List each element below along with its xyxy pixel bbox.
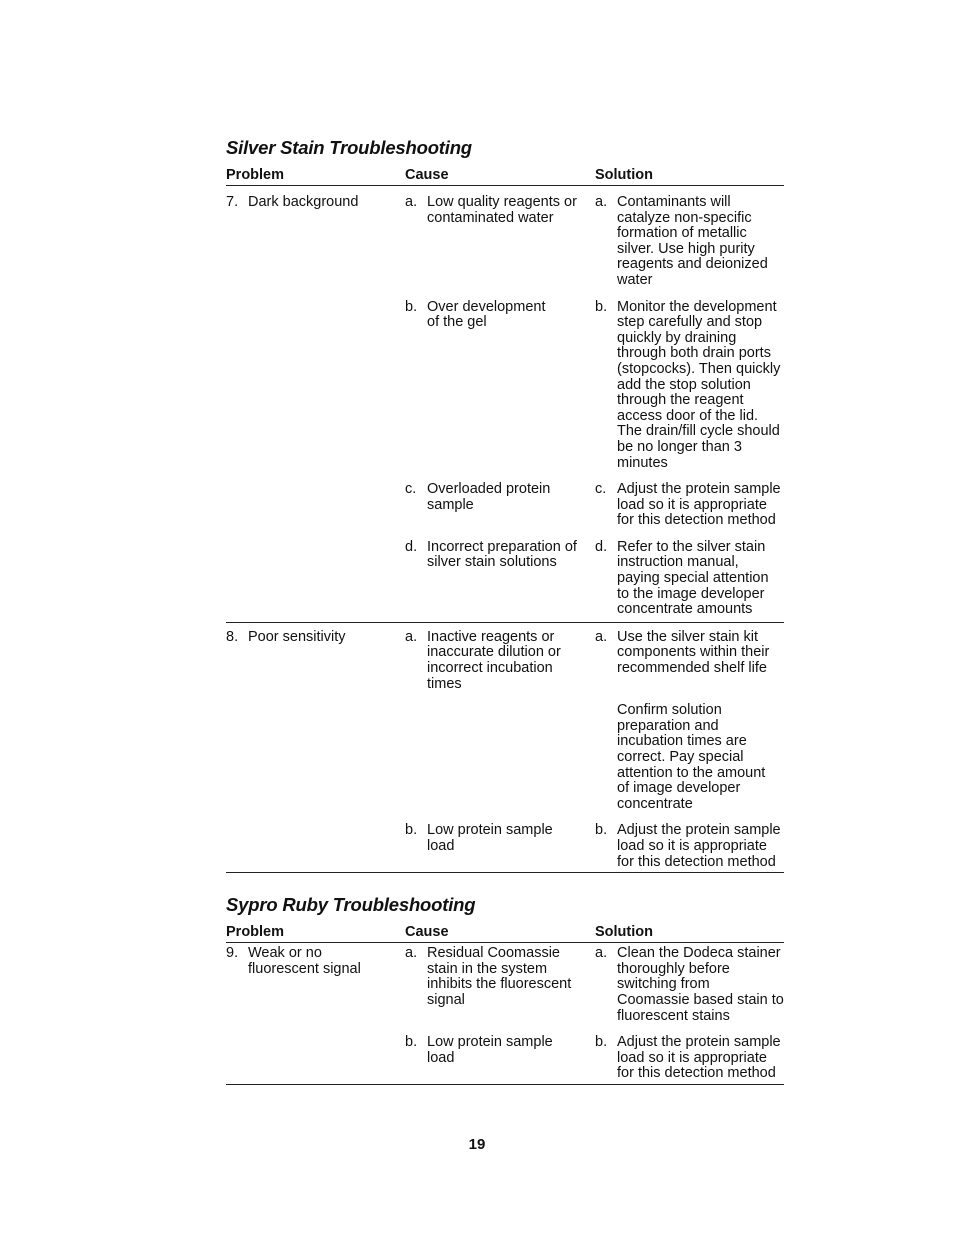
solution-text: Use the silver stain kit components within their recommended shelf life xyxy=(617,628,770,677)
problem-text: Dark background xyxy=(248,194,359,210)
solution-cell xyxy=(595,630,784,692)
cause-cell xyxy=(405,1035,595,1082)
problem-text: Poor sensitivity xyxy=(248,628,346,645)
cause-label: b. xyxy=(405,1034,418,1051)
header-problem: Problem xyxy=(226,167,285,183)
sypro-ruby-section xyxy=(226,894,784,1085)
header-solution: Solution xyxy=(595,167,653,183)
solution-label xyxy=(595,703,617,812)
problem-group xyxy=(226,186,784,623)
table-row xyxy=(226,195,784,289)
cause-cell xyxy=(405,300,595,472)
solution-cell xyxy=(595,300,784,472)
table-row xyxy=(226,823,784,870)
cause-cell xyxy=(405,540,595,618)
problem-group xyxy=(226,623,784,873)
solution-text: Confirm solution preparation and incubation times are correct. Pay special attention to the amount of image developer concentrate xyxy=(617,702,766,812)
solution-cell xyxy=(595,482,784,529)
table-row xyxy=(226,946,784,1024)
cause-text: Residual Coomassie stain in the system inhibits the fluorescent signal xyxy=(427,945,572,1008)
solution-label: b. xyxy=(595,822,608,839)
problem-group xyxy=(226,943,784,1085)
table-row xyxy=(226,630,784,692)
cause-label xyxy=(405,703,427,812)
cause-text: Low protein sample load xyxy=(427,1034,553,1066)
cause-label: a. xyxy=(405,194,418,210)
cause-cell xyxy=(405,946,595,1024)
solution-cell xyxy=(595,540,784,618)
cause-text: Low protein sample load xyxy=(427,822,553,854)
solution-text: Adjust the protein sample load so it is appropriate for this detection method xyxy=(617,1034,781,1082)
solution-cell xyxy=(595,703,784,812)
solution-text: Adjust the protein sample load so it is appropriate for this detection method xyxy=(617,822,781,870)
cause-label: b. xyxy=(405,822,418,839)
header-cause: Cause xyxy=(405,167,449,183)
solution-text: Monitor the development step carefully and stop quickly by draining through both drain ports (stopcocks). Then quickly add the stop solution through the reagent access door of the lid. The drain/fill cycle should be no longer than 3 minutes xyxy=(617,298,781,471)
table-row xyxy=(226,703,784,812)
solution-text: Clean the Dodeca stainer thoroughly before switching from Coomassie based stain to fluorescent stains xyxy=(617,945,784,1024)
cause-text: Overloaded protein sample xyxy=(427,481,551,513)
problem-cell xyxy=(226,540,405,618)
solution-label: a. xyxy=(595,628,608,645)
solution-label: a. xyxy=(595,194,608,210)
solution-text: Refer to the silver stain instruction manual, paying special attention to the image developer concentrate amounts xyxy=(617,538,769,618)
problem-number: 9. xyxy=(226,945,239,962)
cause-text: Incorrect preparation of silver stain solutions xyxy=(427,538,577,571)
page-number: 19 xyxy=(468,1136,486,1153)
solution-label: b. xyxy=(595,1034,608,1051)
cause-cell xyxy=(405,482,595,529)
solution-text: Contaminants will catalyze non-specific formation of metallic silver. Use high purity reagents and deionized water xyxy=(617,194,768,288)
cause-label: a. xyxy=(405,628,418,645)
header-solution: Solution xyxy=(595,924,653,941)
solution-text: Adjust the protein sample load so it is appropriate for this detection method xyxy=(617,481,781,529)
cause-cell xyxy=(405,823,595,870)
problem-cell xyxy=(226,482,405,529)
solution-cell xyxy=(595,1035,784,1082)
solution-label: a. xyxy=(595,945,608,962)
cause-text: Low quality reagents or contaminated water xyxy=(427,194,577,226)
table-row xyxy=(226,540,784,618)
page-content xyxy=(226,137,784,1085)
solution-cell xyxy=(595,823,784,870)
section-title: Silver Stain Troubleshooting xyxy=(226,137,472,158)
problem-cell xyxy=(226,823,405,870)
problem-cell xyxy=(226,946,405,1024)
silver-stain-section xyxy=(226,137,784,873)
cause-text: Inactive reagents or inaccurate dilution or incorrect incubation times xyxy=(427,628,561,692)
cause-cell xyxy=(405,703,595,812)
table-row xyxy=(226,300,784,472)
table-header xyxy=(226,167,784,186)
solution-label: d. xyxy=(595,538,608,555)
solution-label: b. xyxy=(595,298,608,315)
problem-text: Weak or no fluorescent signal xyxy=(248,945,361,977)
solution-cell xyxy=(595,946,784,1024)
problem-cell xyxy=(226,195,405,289)
problem-cell xyxy=(226,300,405,472)
problem-cell xyxy=(226,1035,405,1082)
problem-number: 8. xyxy=(226,628,239,645)
cause-text: Over development of the gel xyxy=(427,298,546,331)
solution-cell xyxy=(595,195,784,289)
header-cause: Cause xyxy=(405,924,449,941)
cause-label: c. xyxy=(405,481,417,498)
cause-text xyxy=(427,703,595,812)
cause-cell xyxy=(405,195,595,289)
cause-label: d. xyxy=(405,538,418,555)
cause-label: a. xyxy=(405,945,418,962)
table-row xyxy=(226,482,784,529)
solution-label: c. xyxy=(595,481,607,498)
header-problem: Problem xyxy=(226,924,285,941)
table-header xyxy=(226,924,784,943)
problem-cell xyxy=(226,630,405,692)
section-title: Sypro Ruby Troubleshooting xyxy=(226,894,476,916)
cause-cell xyxy=(405,630,595,692)
problem-cell xyxy=(226,703,405,812)
table-row xyxy=(226,1035,784,1082)
cause-label: b. xyxy=(405,298,418,315)
problem-number: 7. xyxy=(226,194,239,210)
